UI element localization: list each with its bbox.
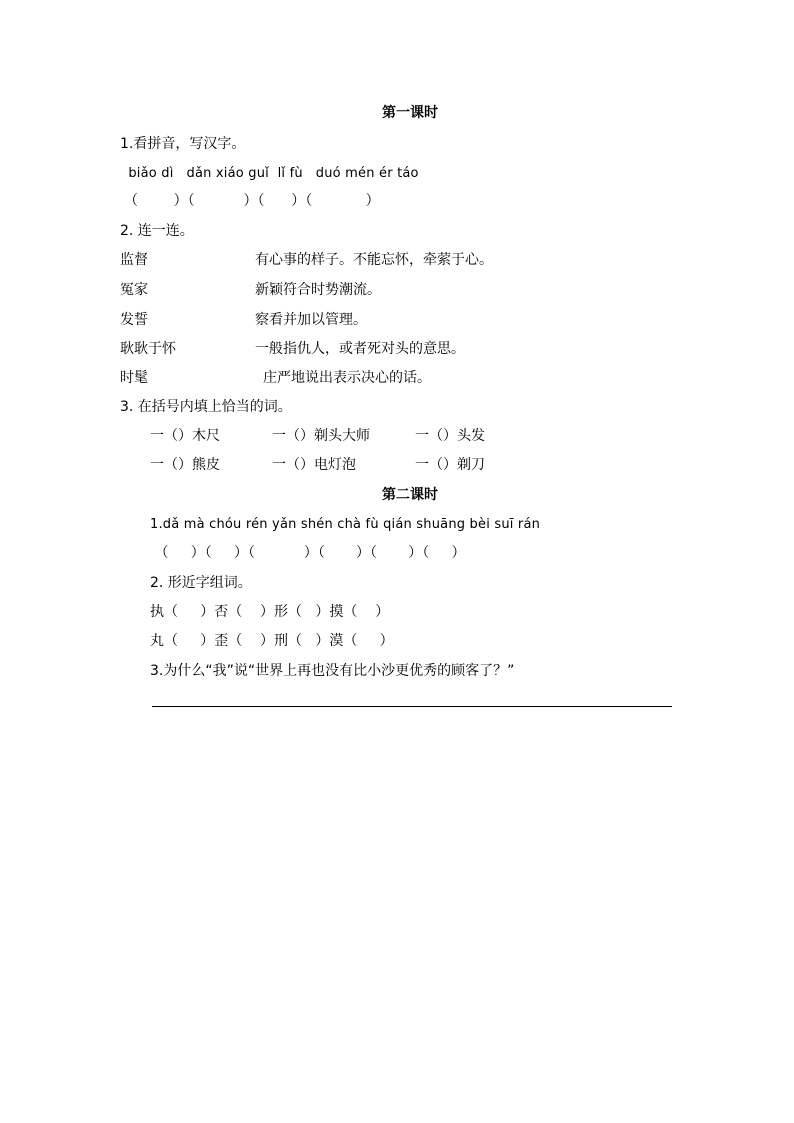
match-left-item[interactable]: 冤家: [120, 282, 148, 298]
fill-blank-item[interactable]: 一（）电灯泡: [272, 457, 356, 473]
l2-q2-row[interactable]: 丸（ ）歪（ ）刑（ ）漠（ ）: [150, 633, 394, 649]
fill-blank-item[interactable]: 一（）木尺: [150, 428, 220, 444]
fill-blank-item[interactable]: 一（）熊皮: [150, 457, 220, 473]
match-right-item[interactable]: 庄严地说出表示决心的话。: [263, 370, 431, 386]
lesson2-title: 第二课时: [382, 487, 438, 503]
match-right-item[interactable]: 新颖符合时势潮流。: [255, 282, 381, 298]
match-left-item[interactable]: 耿耿于怀: [120, 341, 176, 357]
q1-pinyin: biǎo dì dǎn xiáo guǐ lǐ fù duó mén ér táo: [124, 166, 419, 181]
answer-line[interactable]: [152, 706, 672, 707]
match-left-item[interactable]: 发誓: [120, 312, 148, 328]
q1-prompt: 1.看拼音，写汉字。: [120, 136, 246, 152]
match-right-item[interactable]: 一般指仇人，或者死对头的意思。: [255, 341, 465, 357]
match-left-item[interactable]: 时髦: [120, 370, 148, 386]
l2-q1-answer-brackets[interactable]: （ ）（ ）（ ）（ ）（ ）（ ）: [150, 545, 466, 561]
match-left-item[interactable]: 监督: [120, 252, 148, 268]
fill-blank-item[interactable]: 一（）剃头大师: [272, 428, 370, 444]
q2-prompt: 2. 连一连。: [120, 223, 194, 239]
l2-q3-prompt: 3.为什么“我”说“世界上再也没有比小沙更优秀的顾客了？”: [150, 663, 515, 679]
l2-q2-prompt: 2. 形近字组词。: [150, 575, 252, 591]
q3-prompt: 3. 在括号内填上恰当的词。: [120, 399, 292, 415]
fill-blank-item[interactable]: 一（）剃刀: [415, 457, 485, 473]
fill-blank-item[interactable]: 一（）头发: [415, 428, 485, 444]
match-right-item[interactable]: 察看并加以管理。: [255, 312, 367, 328]
l2-q1-pinyin: 1.dǎ mà chóu rén yǎn shén chà fù qián shuāng bèi suī rán: [150, 517, 541, 532]
match-right-item[interactable]: 有心事的样子。不能忘怀，牵萦于心。: [255, 252, 493, 268]
q1-answer-brackets[interactable]: （ ）（ ）（ ）（ ）: [124, 193, 380, 209]
lesson1-title: 第一课时: [382, 105, 438, 121]
l2-q2-row[interactable]: 执（ ）否（ ）形（ ）摸（ ）: [150, 604, 390, 620]
